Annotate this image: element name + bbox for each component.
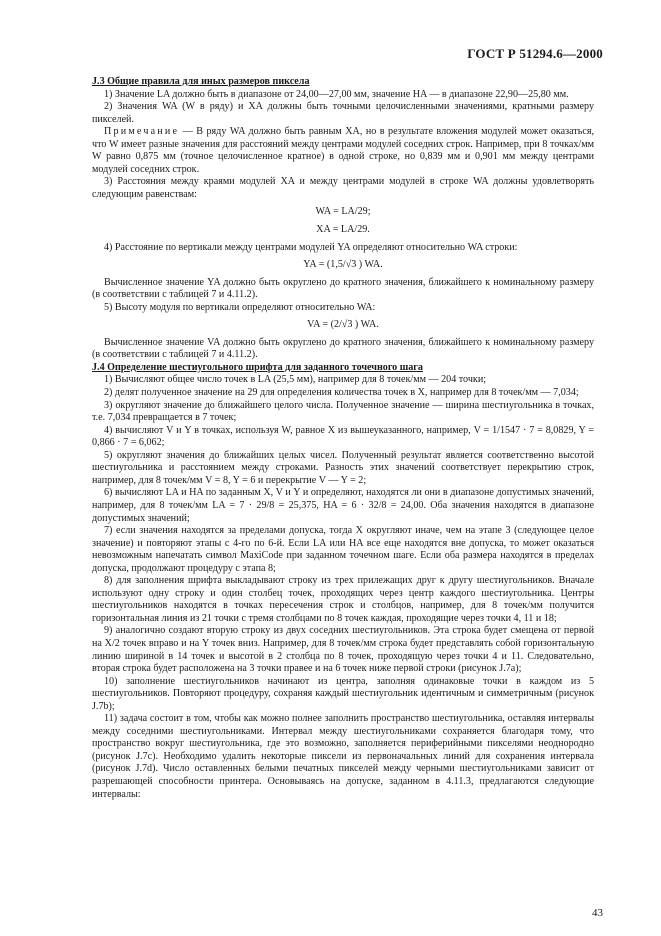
note-paragraph [92, 126, 594, 176]
standard-header: ГОСТ Р 51294.6—2000 [467, 46, 603, 61]
list-item: 5) округляют значения до ближайших целых чисел. Полученный результат является соответственно высотой шестиугольника и расстоянием между строками. Разность этих значений соответствует перекрытию строк, например, для 8 точек/мм V = 8, Y = 6 и перекрытие V — Y = 2; [92, 449, 594, 486]
section-heading-j4: J.4 Определение шестиугольного шрифта для заданного точечного шага [92, 361, 423, 373]
formula: VA = (2/√3 ) WA. [307, 319, 379, 331]
list-item: 8) для заполнения шрифта выкладывают строку из трех прилежащих друг к другу шестиугольников. Вначале используют одну строку и один столбец точек, проходящих через центр каждого шестиугольника. Центры шестиугольников находятся в точках пересечения строк и столбцов, например, для 8 точек/мм получится горизонтальная линия из 21 точки с тремя столбцами по 8 точек каждая, проходящие через точки 4, 11 и 18; [92, 575, 594, 624]
list-item: 11) задача состоит в том, чтобы как можно полнее заполнить пространство шестиугольника, оставляя интервалы между соседними шестиугольниками. Интервал между шестиугольниками сохраняется благодаря тому, что пространство вокруг шестиугольника, где это возможно, заполняется периферийными пикселями неоднородно (рисунок J.7c). Необходимо удалить некоторые пиксели из первоначальных линий для сохранения интервала (рисунок J.7d). Число оставленных белыми печатных пикселей между черными шестиугольниками зависит от разрешающей способности принтера. Основываясь на допуске, заданном в 4.11.3, предлагаются следующие интервалы: [92, 713, 594, 800]
formula: WA = LA/29; [315, 206, 371, 218]
paragraph: 5) Высоту модуля по вертикали определяют относительно WA: [104, 301, 376, 313]
list-item: 2) делят полученное значение на 29 для определения количества точек в X, например для 8 точек/мм — 7,034; [104, 387, 579, 399]
paragraph: 1) Значение LA должно быть в диапазоне от 24,00—27,00 мм, значение HA — в диапазоне 22,90—25,80 мм. [104, 88, 569, 100]
note-text: — В ряду WA должно быть равным XA, но в результате вложения модулей может оказаться, что W имеет разные значения для расстояний между центрами модулей соседних строк. Например, при 8 точках/мм W равно 0,875 мм (точное целочисленное кратное) в одной строке, но 0,839 мм и 0,901 мм между центрами модулей соседних строк. [92, 126, 594, 175]
list-item: 1) Вычисляют общее число точек в LA (25,5 мм), например для 8 точек/мм — 204 точки; [104, 374, 487, 386]
formula: YA = (1,5/√3 ) WA. [303, 259, 383, 271]
list-item: 10) заполнение шестиугольников начинают из центра, заполняя одинаковые точки в каждом из 5 шестиугольников. Повторяют процедуру, сохраняя каждый шестиугольник идентичным и симметричным (рисунок J.7b); [92, 675, 594, 712]
list-item: 7) если значения находятся за пределами допуска, тогда X округляют иначе, чем на этапе 3 (следующее целое значение) и повторяют этапы с 4-го по 6-й. Если LA или HA все еще находятся вне допуска, то может оказаться невозможным напечатать символ MaxiCode при заданном точечном шаге. Если оба размера находятся в пределах допуска, продолжают процедуру с этапа 8; [92, 525, 594, 574]
formula: XA = LA/29. [316, 224, 370, 236]
page-number: 43 [592, 907, 603, 919]
section-heading-j3: J.3 Общие правила для иных размеров пиксела [92, 76, 310, 87]
paragraph: 3) Расстояния между краями модулей XA и между центрами модулей в строке WA должны удовлетворять следующим равенствам: [92, 176, 594, 200]
document-body [92, 76, 594, 801]
paragraph: 2) Значения WA (W в ряду) и XA должны быть точными целочисленными значениями, кратными размеру пикселей. [92, 101, 594, 125]
note-label: Примечание [104, 126, 180, 138]
list-item: 6) вычисляют LA и HA по заданным X, V и Y и определяют, находятся ли они в диапазоне допустимых значений, например, для 8 точек/мм LA = 7 · 29/8 = 25,375, HA = 6 · 32/8 = 24,00. Оба значения находятся в диапазоне допустимых значений; [92, 487, 594, 524]
list-item: 9) аналогично создают вторую строку из двух соседних шестиугольников. Эта строка будет смещена от первой на X/2 точек вправо и на Y точек вниз. Например, для 8 точек/мм строка будет представлять собой горизонтальную линию шириной в 14 точек и высотой в 2 столбца по 8 точек, проходящую через точки 4 и 11. Следовательно, вторая строка будет расположена на 3 точки правее и на 6 точек ниже первой строки (рисунок J.7a); [92, 625, 594, 675]
paragraph: Вычисленное значение YA должно быть округлено до кратного значения, ближайшего к номинальному размеру (в соответствии с таблицей 7 и 4.11.2). [92, 276, 594, 301]
list-item: 4) вычисляют V и Y в точках, используя W, равное X из вышеуказанного, например, V = 1/1547 · 7 = 8,0829, Y = 0,866 · 7 = 6,062; [92, 424, 594, 449]
paragraph: Вычисленное значение VA должно быть округлено до кратного значения, ближайшего к номинальному размеру (в соответствии с таблицей 7 и 4.11.2). [92, 336, 594, 361]
list-item: 3) округляют значение до ближайшего целого числа. Полученное значение — ширина шестиугольника в точках, т.е. 7,034 превращается в 7 точек; [92, 399, 594, 424]
paragraph: 4) Расстояние по вертикали между центрами модулей YA определяют относительно WA строки: [104, 241, 518, 253]
